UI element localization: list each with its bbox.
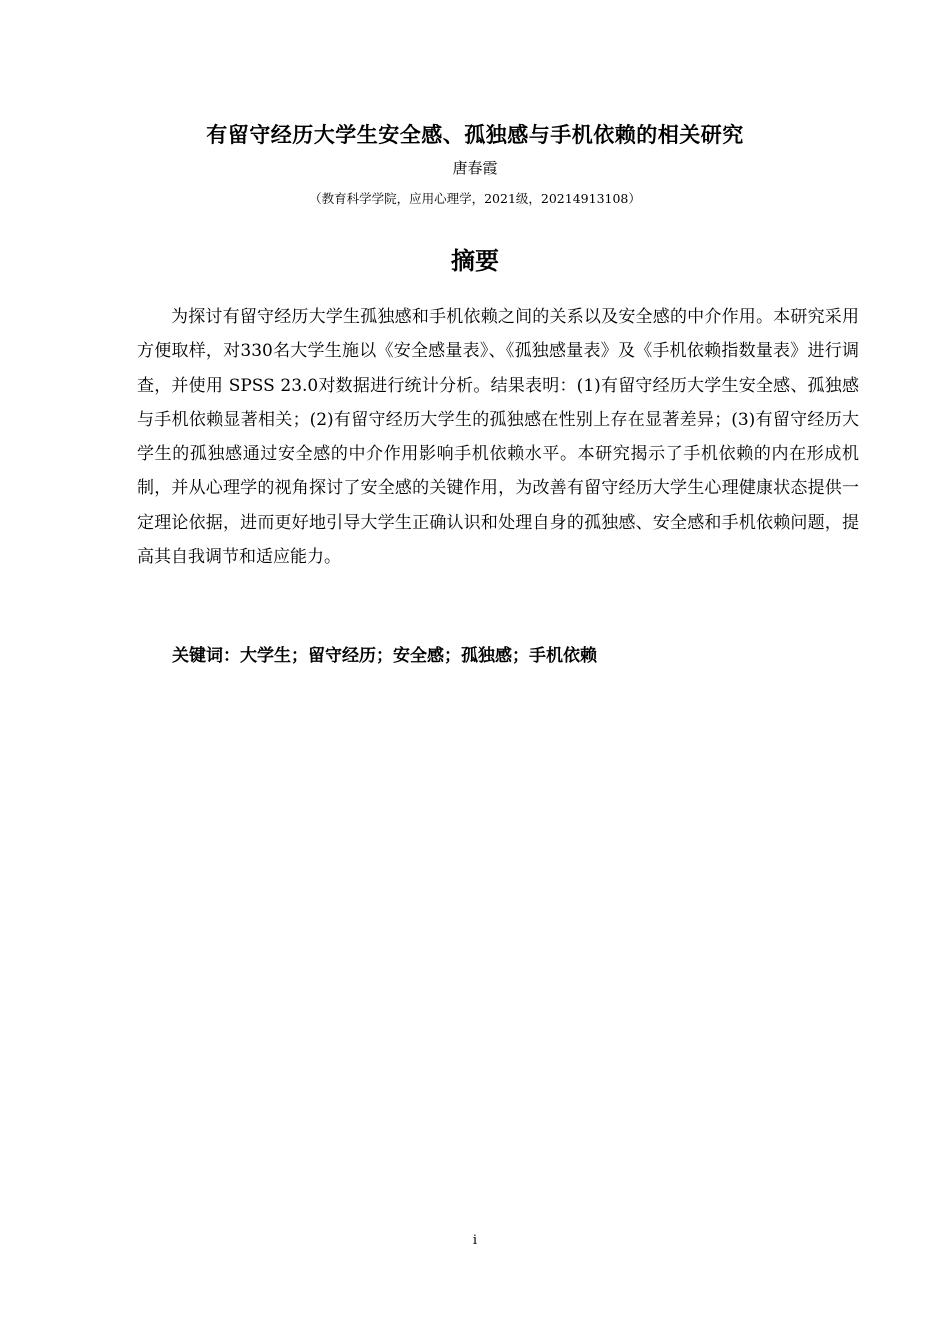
page-number: i bbox=[472, 1233, 478, 1248]
author-affiliation: （教育科学学院，应用心理学，2021级，20214913108） bbox=[309, 191, 641, 206]
author-name: 唐春霞 bbox=[452, 159, 498, 177]
paper-title: 有留守经历大学生安全感、孤独感与手机依赖的相关研究 bbox=[206, 123, 744, 147]
abstract-body: 为探讨有留守经历大学生孤独感和手机依赖之间的关系以及安全感的中介作用。本研究采用方便取样，对330名大学生施以《安全感量表》、《孤独感量表》及《手机依赖指数量表》进行调查，并使用 SPSS 23.0对数据进行统计分析。结果表明：(1)有留守经历大学生安全感、孤独感与手机依赖显著相关；(2)有留守经历大学生的孤独感在性别上存在显著差异；(3)有留守经历大学生的孤独感通过安全感的中介作用影响手机依赖水平。本研究揭示了手机依赖的内在形成机制，并从心理学的视角探讨了安全感的关键作用，为改善有留守经历大学生心理健康状态提供一定理论依据，进而更好地引导大学生正确认识和处理自身的孤独感、安全感和手机依赖问题，提高其自我调节和适应能力。 bbox=[137, 307, 859, 568]
keywords-line: 关键词：大学生；留守经历；安全感；孤独感；手机依赖 bbox=[172, 646, 597, 666]
abstract-heading: 摘要 bbox=[451, 247, 499, 275]
